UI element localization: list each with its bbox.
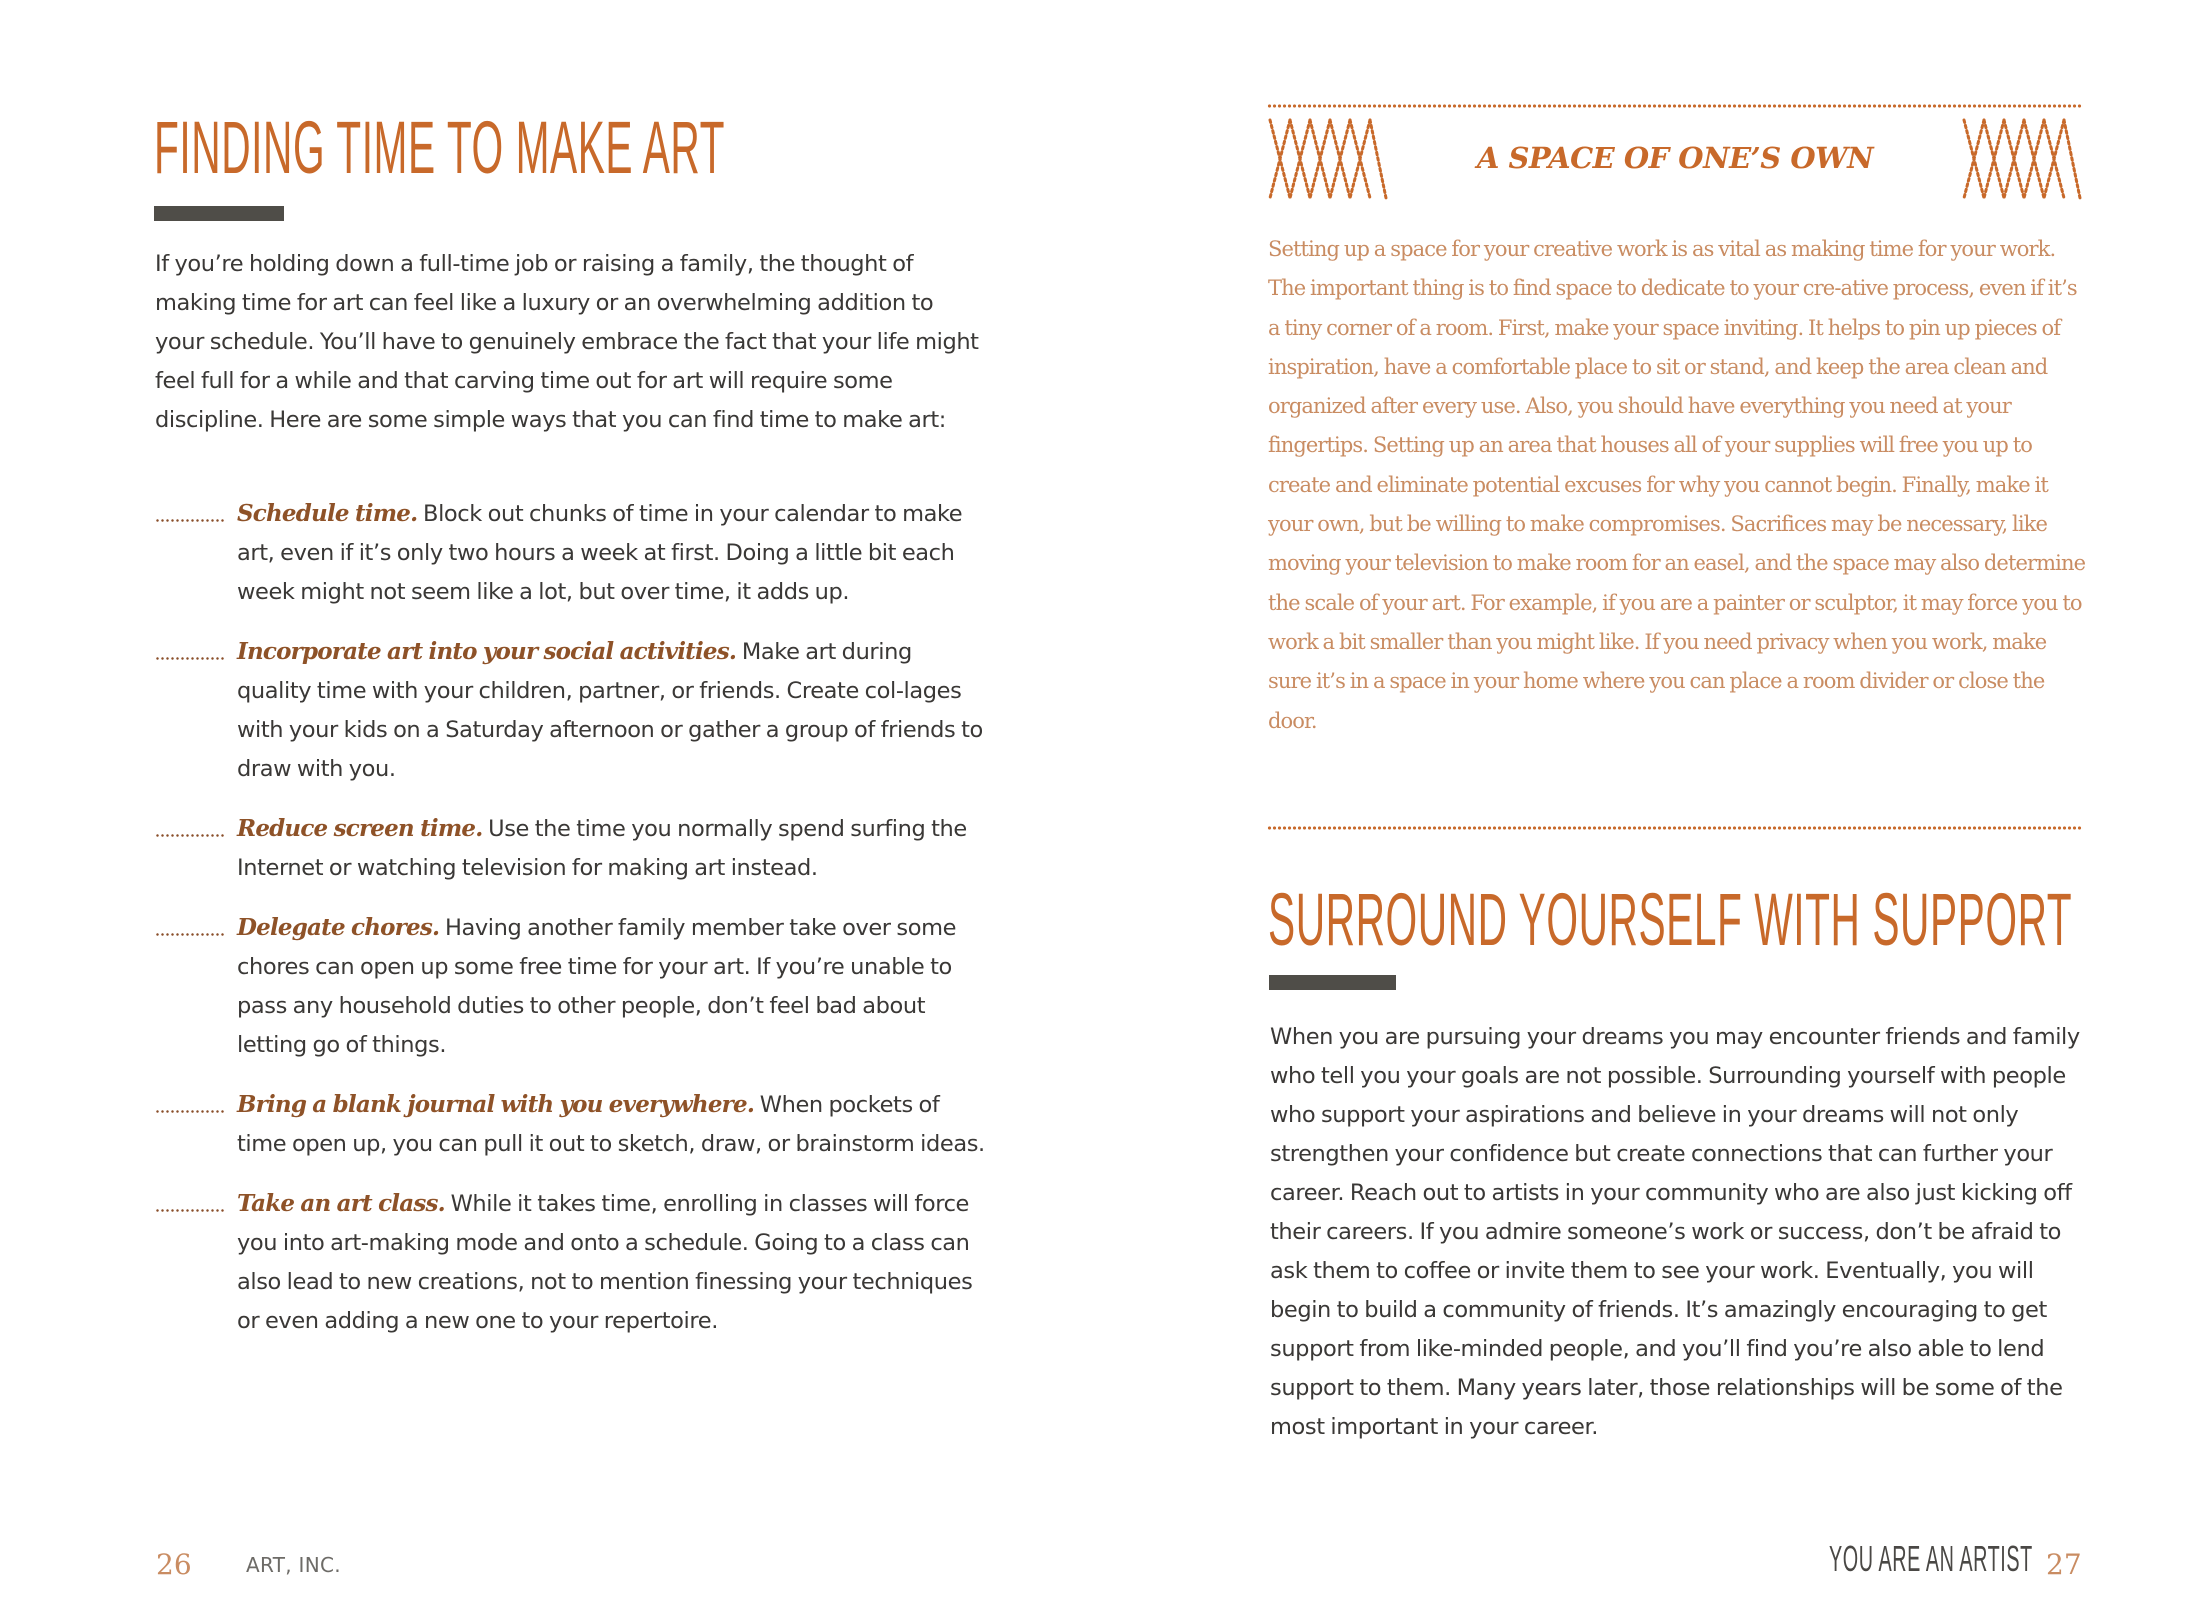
dot-leader-icon: [155, 657, 225, 660]
tip-lead-in: Take an art class.: [237, 1190, 445, 1217]
title-underline-bar: [154, 206, 284, 221]
intro-paragraph: If you’re holding down a full-time job or raising a family, the thought of making time for art can feel like a luxury or an overwhelming addition to your schedule. You’ll have to genuinely embrace the fact that your life might feel full for a while and that carving time out for art will require some discipline. Here are some simple ways that you can find time to make art:: [155, 251, 979, 433]
list-item: [155, 632, 985, 789]
list-item: [155, 1085, 985, 1164]
dot-leader-icon: [155, 519, 225, 522]
page-number-left: 26: [156, 1548, 192, 1581]
tip-text: Having another family member take over some chores can open up some free time for your art. If you’re unable to pass any household duties to other people, don’t feel bad about letting go of things.: [237, 915, 957, 1058]
tip-lead-in: Schedule time.: [237, 500, 418, 527]
sidebar-top-dotted-rule: [1267, 104, 2083, 108]
list-item: [155, 908, 985, 1065]
running-head-chapter-title: YOU ARE AN ARTIST: [1829, 1538, 2033, 1579]
section-title-support: SURROUND YOURSELF WITH SUPPORT: [1268, 878, 2073, 961]
title-underline-bar: [1269, 975, 1396, 990]
tip-lead-in: Bring a blank journal with you everywhere.: [237, 1091, 755, 1118]
dot-leader-icon: [155, 1110, 225, 1113]
tip-lead-in: Incorporate art into your social activities.: [237, 638, 737, 665]
tips-list: [155, 494, 985, 1361]
dot-leader-icon: [155, 1209, 225, 1212]
dot-leader-icon: [155, 933, 225, 936]
list-item: [155, 809, 985, 888]
sidebar-title: A SPACE OF ONE’S OWN: [1476, 141, 1874, 175]
tip-lead-in: Delegate chores.: [237, 914, 440, 941]
tip-text: When pockets of time open up, you can pull it out to sketch, draw, or brainstorm ideas.: [237, 1092, 985, 1157]
tip-text: While it takes time, enrolling in classes will force you into art-making mode and onto a schedule. Going to a class can also lead to new creations, not to mention finessing your techniques or even adding a new one to your repertoire.: [237, 1191, 973, 1334]
page-number-right: 27: [2046, 1548, 2082, 1581]
running-head-book-title: ART, INC.: [246, 1553, 341, 1577]
section-title-finding-time: FINDING TIME TO MAKE ART: [154, 106, 726, 189]
cross-stitch-ornament-icon: [1962, 118, 2082, 200]
tip-text: Use the time you normally spend surfing the Internet or watching television for making art instead.: [237, 816, 967, 881]
sidebar-bottom-dotted-rule: [1267, 826, 2083, 830]
support-paragraph: When you are pursuing your dreams you may encounter friends and family who tell you your goals are not possible. Surrounding yourself with people who support your aspirations and believe in your dreams will not only strengthen your confidence but create connections that can further your career. Reach out to artists in your community who are also just kicking off their careers. If you admire someone’s work or success, don’t be afraid to ask them to coffee or invite them to see your work. Eventually, you will begin to build a community of friends. It’s amazingly encouraging to get support from like-minded people, and you’ll find you’re also able to lend support to them. Many years later, those relationships will be some of the most important in your career.: [1270, 1024, 2080, 1440]
sidebar-paragraph: Setting up a space for your creative work is as vital as making time for your work. The important thing is to find space to dedicate to your cre-ative process, even if it’s a tiny corner of a room. First, make your space inviting. It helps to pin up pieces of inspiration, have a comfortable place to sit or stand, and keep the area clean and organized after every use. Also, you should have everything you need at your fingertips. Setting up an area that houses all of your supplies will free you up to create and eliminate potential excuses for why you cannot begin. Finally, make it your own, but be willing to make compromises. Sacrifices may be necessary, like moving your television to make room for an easel, and the space may also determine the scale of your art. For example, if you are a painter or sculptor, it may force you to work a bit smaller than you might like. If you need privacy when you work, make sure it’s in a space in your home where you can place a room divider or close the door.: [1268, 237, 2086, 733]
list-item: [155, 1184, 985, 1341]
dot-leader-icon: [155, 834, 225, 837]
list-item: [155, 494, 985, 612]
tip-text: Block out chunks of time in your calendar to make art, even if it’s only two hours a week at first. Doing a little bit each week might not seem like a lot, but over time, it adds up.: [237, 501, 963, 605]
tip-lead-in: Reduce screen time.: [237, 815, 483, 842]
tip-text: Make art during quality time with your children, partner, or friends. Create col-lages with your kids on a Saturday afternoon or gather a group of friends to draw with you.: [237, 639, 983, 782]
